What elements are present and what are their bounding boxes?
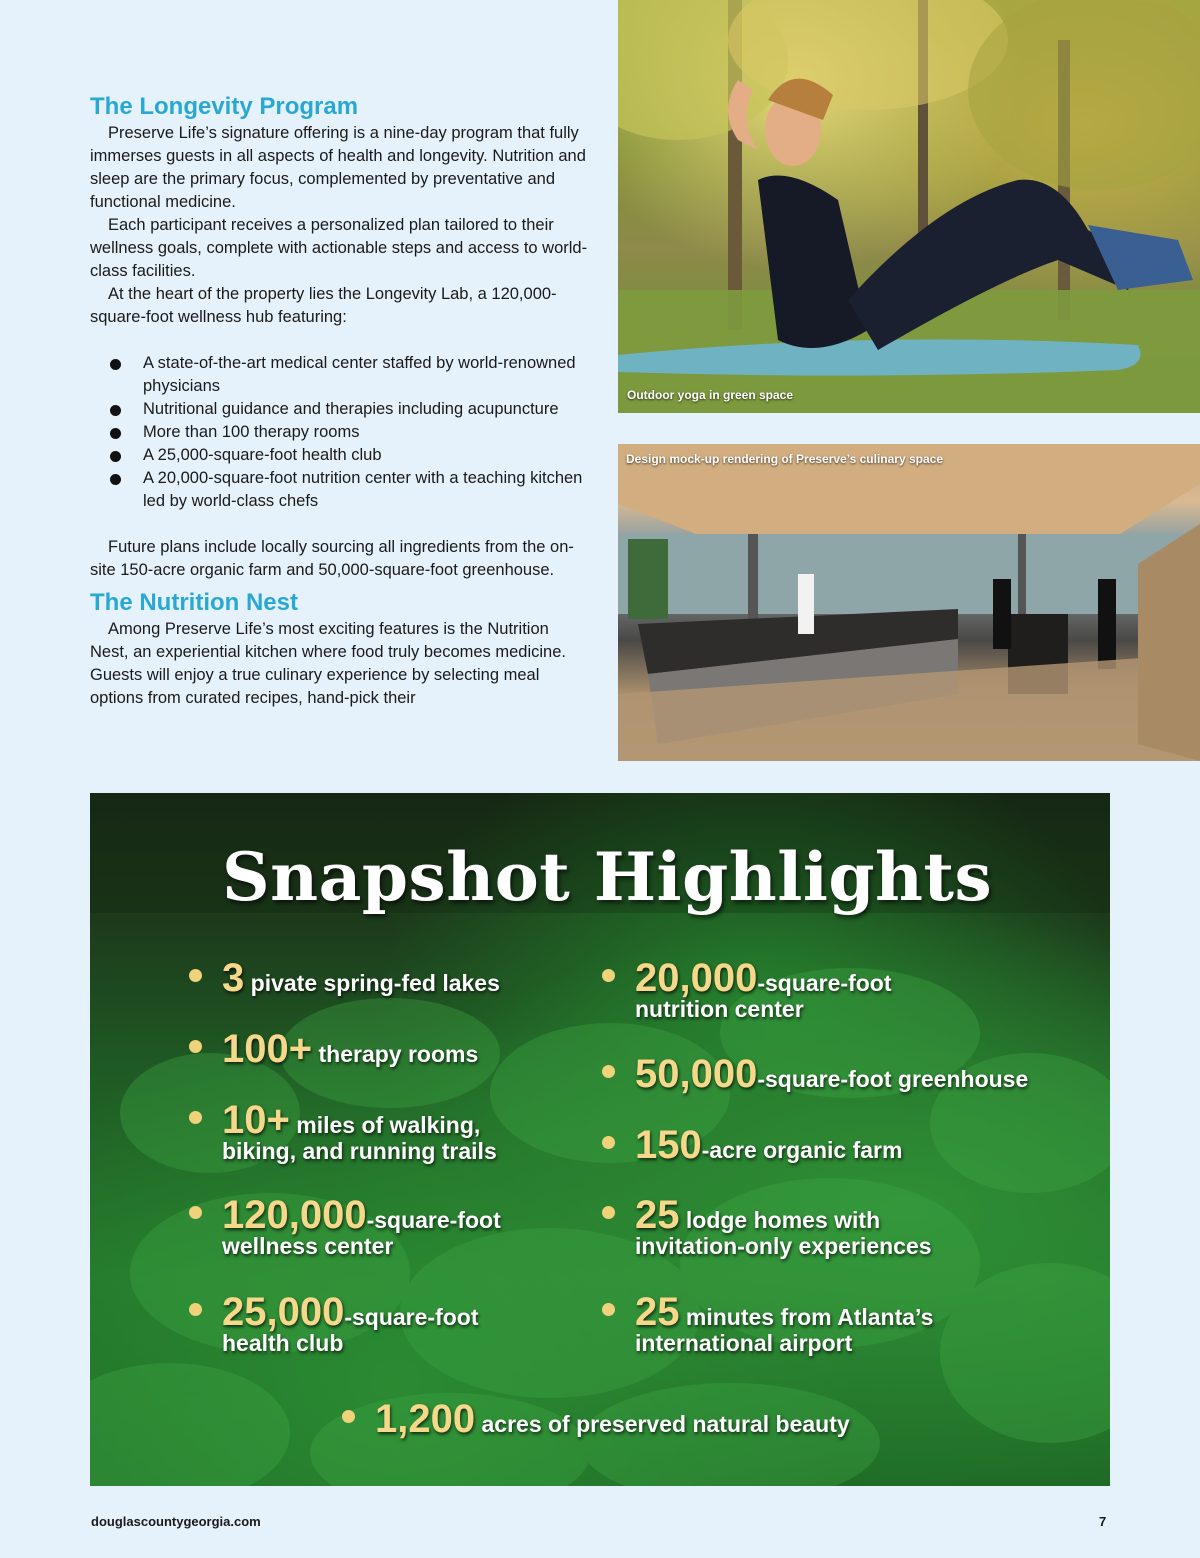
- longevity-para-1: Preserve Life’s signature offering is a nine-day program that fully immerses guests in all aspects of health and longevity. Nutrition and sleep are the primary focus, complemented by preventative and functional medicine.: [90, 124, 586, 211]
- stat-airport-distance: 25 minutes from Atlanta’s international airport: [635, 1295, 933, 1356]
- longevity-feature-list: [90, 352, 590, 513]
- footer-website-url: douglascountygeorgia.com: [91, 1514, 261, 1529]
- bullet-dot-icon: [189, 1206, 202, 1219]
- longevity-para-3: At the heart of the property lies the Longevity Lab, a 120,000-square-foot wellness hub featuring:: [90, 285, 557, 326]
- kitchen-photo: [618, 444, 1200, 761]
- bullet-dot-icon: [189, 1303, 202, 1316]
- page-number: 7: [1099, 1514, 1107, 1529]
- longevity-para-4: Future plans include locally sourcing all ingredients from the on-site 150-acre organic farm and 50,000-square-foot greenhouse.: [90, 538, 574, 579]
- longevity-para-2: Each participant receives a personalized plan tailored to their wellness goals, complete with actionable steps and access to world-class facilities.: [90, 216, 588, 280]
- stat-preserved-acres: 1,200 acres of preserved natural beauty: [375, 1402, 850, 1437]
- list-item: More than 100 therapy rooms: [90, 421, 590, 444]
- bullet-dot-icon: [110, 428, 121, 439]
- longevity-heading: The Longevity Program: [90, 93, 359, 120]
- stat-organic-farm: 150-acre organic farm: [635, 1128, 902, 1163]
- stat-greenhouse: 50,000-square-foot greenhouse: [635, 1057, 1028, 1092]
- bullet-dot-icon: [189, 1040, 202, 1053]
- nutrition-nest-heading: The Nutrition Nest: [90, 589, 298, 616]
- list-item: A 20,000-square-foot nutrition center with a teaching kitchen led by world-class chefs: [90, 467, 590, 513]
- stat-therapy-rooms: 100+ therapy rooms: [222, 1032, 478, 1067]
- bullet-dot-icon: [110, 359, 121, 370]
- stat-trails: 10+ miles of walking, biking, and running trails: [222, 1103, 497, 1164]
- yoga-illustration: [618, 0, 1200, 413]
- bullet-dot-icon: [602, 969, 615, 982]
- stat-health-club: 25,000-square-foot health club: [222, 1295, 479, 1356]
- bullet-dot-icon: [110, 405, 121, 416]
- stat-nutrition-center: 20,000-square-foot nutrition center: [635, 961, 892, 1022]
- yoga-caption: Outdoor yoga in green space: [627, 388, 794, 402]
- article-left-column: [90, 92, 590, 710]
- stat-lakes: 3 pivate spring-fed lakes: [222, 961, 500, 996]
- list-item: A state-of-the-art medical center staffed by world-renowned physicians: [90, 352, 590, 398]
- bullet-dot-icon: [189, 1111, 202, 1124]
- list-item: A 25,000-square-foot health club: [90, 444, 590, 467]
- nutrition-nest-para-1: Among Preserve Life’s most exciting features is the Nutrition Nest, an experiential kitchen where food truly becomes medicine. Guests will enjoy a true culinary experience by selecting meal options from curated recipes, hand-pick their: [90, 620, 566, 707]
- kitchen-caption: Design mock-up rendering of Preserve’s culinary space: [626, 452, 944, 466]
- snapshot-title: Snapshot Highlights: [222, 838, 993, 916]
- bullet-dot-icon: [602, 1065, 615, 1078]
- snapshot-highlights-panel: [90, 793, 1110, 1486]
- bullet-dot-icon: [602, 1206, 615, 1219]
- yoga-photo: [618, 0, 1200, 413]
- bullet-dot-icon: [110, 474, 121, 485]
- bullet-dot-icon: [189, 969, 202, 982]
- bullet-dot-icon: [342, 1410, 355, 1423]
- stat-lodge-homes: 25 lodge homes with invitation-only experiences: [635, 1198, 932, 1259]
- list-item: Nutritional guidance and therapies including acupuncture: [90, 398, 590, 421]
- bullet-dot-icon: [602, 1136, 615, 1149]
- kitchen-illustration: [618, 444, 1200, 761]
- bullet-dot-icon: [110, 451, 121, 462]
- stat-wellness-center: 120,000-square-foot wellness center: [222, 1198, 501, 1259]
- bullet-dot-icon: [602, 1303, 615, 1316]
